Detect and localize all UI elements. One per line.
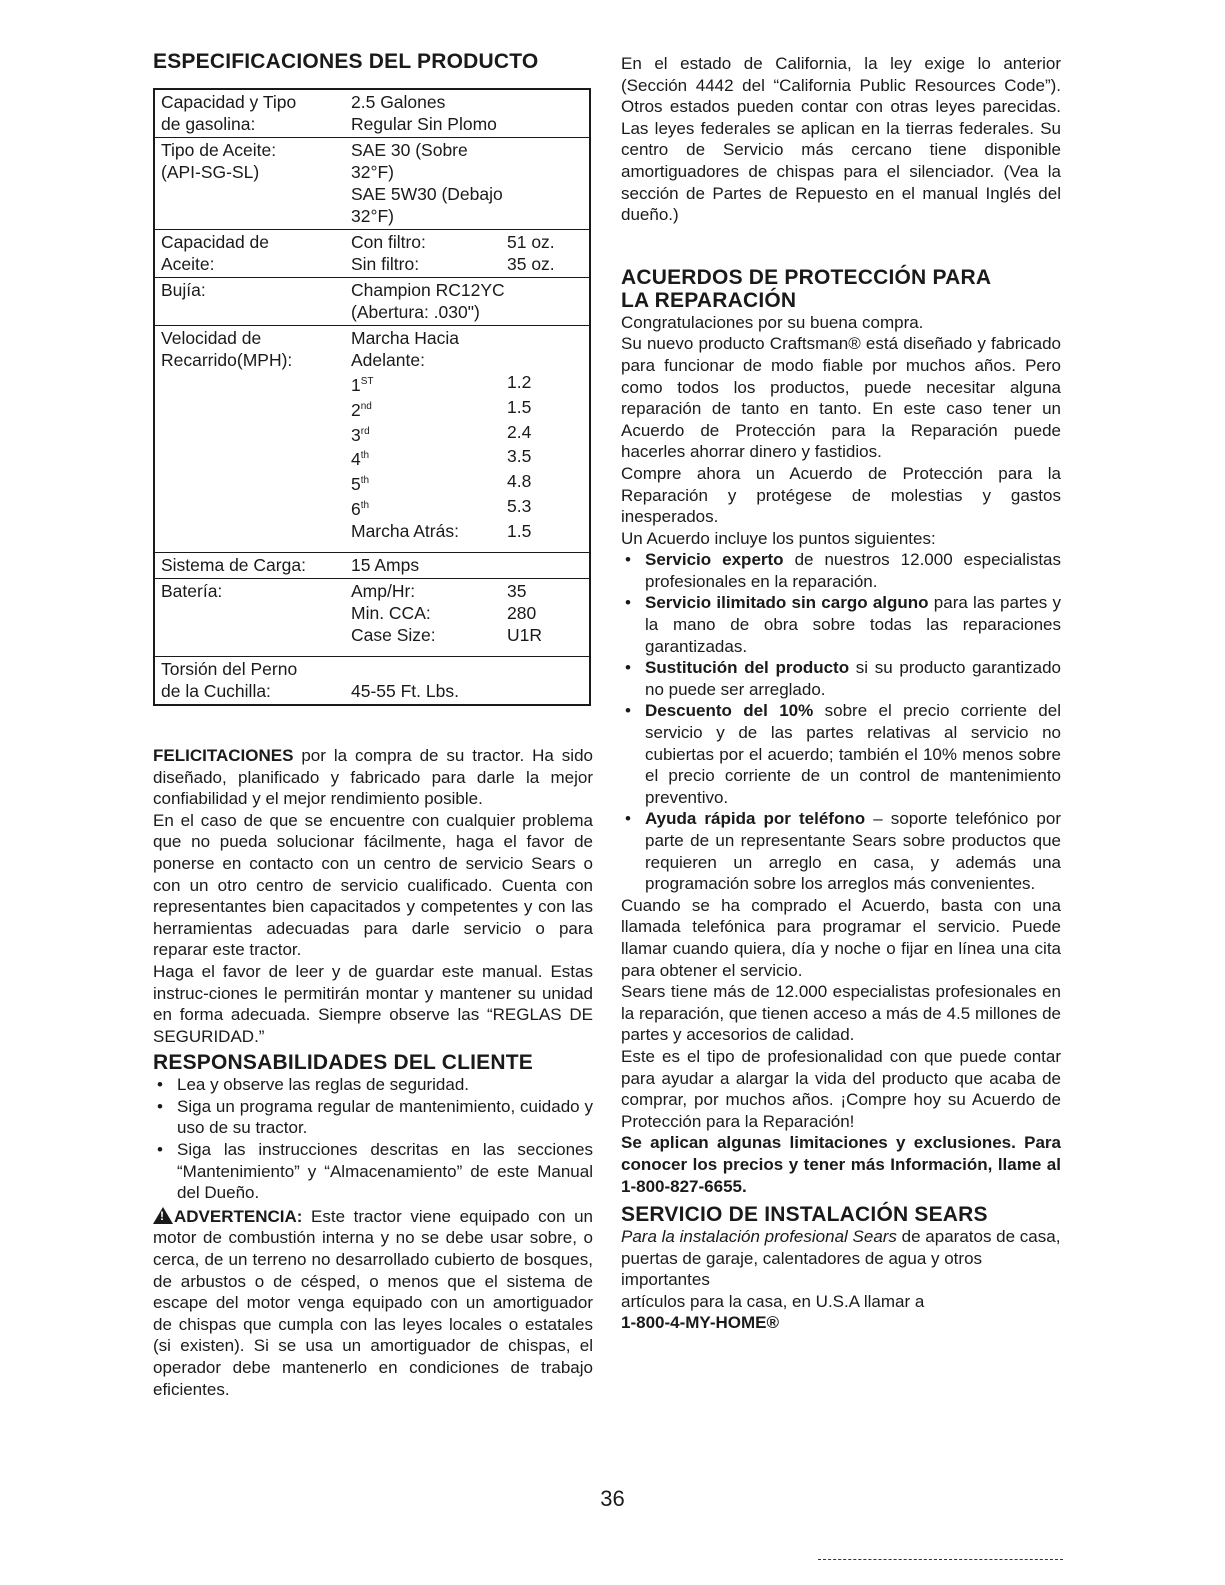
spec-value-text: 5th bbox=[351, 474, 370, 495]
spec-value-number bbox=[507, 279, 569, 301]
spec-value-text: Marcha Hacia Adelante: bbox=[351, 328, 459, 370]
advertencia-paragraph bbox=[153, 1206, 593, 1400]
spec-value-line bbox=[351, 253, 569, 275]
list-item bbox=[621, 549, 1061, 592]
spec-value-number bbox=[507, 91, 569, 113]
spec-value-line bbox=[351, 470, 569, 495]
spec-value-line bbox=[351, 371, 569, 396]
instalacion-line-2: artículos para la casa, en U.S.A llamar a bbox=[621, 1291, 925, 1311]
spec-value-text: 6th bbox=[351, 498, 370, 519]
spec-row bbox=[155, 578, 589, 656]
spec-value-text: 1ST bbox=[351, 374, 374, 395]
spec-value-text: Champion RC12YC bbox=[351, 280, 505, 300]
spec-label-line: Bujía: bbox=[161, 280, 206, 300]
spec-row bbox=[155, 137, 589, 229]
spec-value-number bbox=[507, 301, 569, 323]
warning-triangle-icon bbox=[153, 1207, 173, 1224]
spec-value-number: 5.3 bbox=[507, 496, 532, 517]
left-column bbox=[153, 50, 593, 1400]
spec-value-number: 280 bbox=[507, 602, 537, 623]
acuerdos-paragraph-2: Su nuevo producto Craftsman® está diseñado y fabricado para funcionar de modo fiable por muchos años. Pero como todos los productos, puede necesitar alguna reparación de tanto en tanto. En este caso tener un Acuerdo de Protección para la Reparación puede hacerles ahorrar dinero y fastidios. bbox=[621, 334, 1061, 462]
acuerdos-paragraph-4: Un Acuerdo incluye los puntos siguientes: bbox=[621, 528, 936, 548]
list-item bbox=[621, 808, 1061, 894]
right-column bbox=[621, 53, 1061, 1334]
spec-row bbox=[155, 552, 589, 578]
spec-value-line bbox=[351, 658, 569, 680]
spec-label-line: Tipo de Aceite: bbox=[161, 140, 277, 160]
spec-value-number bbox=[507, 554, 569, 576]
acuerdos-paragraph-7: Este es el tipo de profesionalidad con que puede contar para ayudar a alargar la vida del producto que acaba de comprar, por muchos años. ¡Compre hoy su Acuerdo de Protección para la Reparación! bbox=[621, 1046, 1061, 1131]
spec-value-text: Case Size: bbox=[351, 624, 436, 645]
spec-value-text: 2.5 Galones bbox=[351, 92, 446, 112]
spec-row bbox=[155, 229, 589, 277]
spec-value bbox=[351, 327, 589, 542]
benefit-text: si su producto garantizado no puede ser arreglado. bbox=[645, 658, 1062, 699]
spec-value-line bbox=[351, 580, 569, 602]
california-paragraph: En el estado de California, la ley exige lo anterior (Sección 4442 del “California Public Resources Code”). Otros estados pueden contar con otras leyes parecidas. Las leyes federales se aplican en la tierras federales. Su centro de Servicio más cercano tiene disponible amortiguadores de chispas para el silenciador. (Vea la sección de Partes de Repuesto en el manual Inglés del dueño.) bbox=[621, 54, 1061, 225]
specs-title: ESPECIFICACIONES DEL PRODUCTO bbox=[153, 50, 539, 73]
spec-value-line bbox=[351, 396, 569, 421]
spec-value bbox=[351, 658, 589, 702]
acuerdos-title-line-2: LA REPARACIÓN bbox=[621, 288, 797, 312]
spec-value-text: SAE 5W30 (Debajo 32°F) bbox=[351, 184, 503, 226]
acuerdos-paragraph-5: Cuando se ha comprado el Acuerdo, basta con una llamada telefónica para programar el servicio. Puede llamar cuando quiera, día y noche o fijar en línea una cita para obtener el servicio. bbox=[621, 895, 1061, 980]
list-item bbox=[621, 657, 1061, 700]
instalacion-italic: Para la instalación profesional Sears bbox=[621, 1227, 897, 1247]
benefit-title: Servicio ilimitado sin cargo alguno bbox=[645, 593, 929, 613]
acuerdos-paragraph-1: Congratulaciones por su buena compra. bbox=[621, 312, 924, 332]
spec-value-line bbox=[351, 301, 569, 323]
spec-value-text: (Abertura: .030") bbox=[351, 302, 480, 322]
spec-value-line bbox=[351, 327, 569, 371]
spec-value-text: Marcha Atrás: bbox=[351, 520, 459, 541]
spec-value-number bbox=[507, 139, 569, 183]
spec-label-line: Torsión del Perno bbox=[161, 658, 298, 679]
advertencia-text: Este tractor viene equipado con un motor de combustión interna y no se debe usar sobre, o cerca, de un terreno no desarrollado cubierto de bosques, de arbustos o de césped, o menos que el sistema de escape del motor venga equipado con un amortiguador de chispas que cumpla con las leyes locales o estatales (si existen). Si se usa un amortiguador de chispas, el operador debe mantenerlo en condiciones de trabajo eficientes. bbox=[153, 1206, 593, 1399]
spec-label bbox=[155, 231, 351, 275]
responsabilidades-list bbox=[153, 1074, 593, 1204]
spec-value-text: Sin filtro: bbox=[351, 254, 420, 274]
spec-label-line: Capacidad y Tipo bbox=[161, 92, 297, 112]
felicitaciones-text: por la compra de su tractor. Ha sido diseñado, planificado y fabricado para darle la mejor confiabilidad y el mejor rendimiento posible. bbox=[153, 745, 593, 809]
spec-value-text: 45-55 Ft. Lbs. bbox=[351, 680, 459, 701]
instalacion-paragraph bbox=[621, 1226, 1061, 1291]
spec-value-text: 3rd bbox=[351, 424, 370, 445]
felicitaciones-paragraph-3: Haga el favor de leer y de guardar este manual. Estas instruc-ciones le permitirán montar y mantener su unidad en forma adecuada. Siempre observe las “REGLAS DE SEGURIDAD.” bbox=[153, 961, 593, 1046]
spec-value-text: Con filtro: bbox=[351, 232, 426, 252]
spec-value-line bbox=[351, 113, 569, 135]
spec-value-line bbox=[351, 520, 569, 542]
spec-label bbox=[155, 554, 351, 576]
spec-label-line: (API-SG-SL) bbox=[161, 162, 260, 182]
page-number: 36 bbox=[600, 1486, 625, 1511]
spec-value bbox=[351, 580, 589, 646]
benefit-text: sobre el precio corriente del servicio y de las partes relativas al servicio no cubiertas por el acuerdo; también el 10% menos sobre el precio corriente de un control de mantenimiento preventivo. bbox=[645, 701, 1061, 807]
spec-label-line: Velocidad de bbox=[161, 328, 262, 348]
spec-value-line bbox=[351, 231, 569, 253]
spec-value-text: Amp/Hr: bbox=[351, 580, 416, 601]
spec-value-number: U1R bbox=[507, 624, 543, 645]
spec-label-line: Sistema de Carga: bbox=[161, 554, 306, 575]
responsabilidades-title: RESPONSABILIDADES DEL CLIENTE bbox=[153, 1051, 533, 1075]
spec-label bbox=[155, 91, 351, 135]
spec-value-line bbox=[351, 624, 569, 646]
spec-value-line bbox=[351, 183, 569, 227]
spec-value-text: SAE 30 (Sobre 32°F) bbox=[351, 140, 468, 182]
list-item bbox=[621, 700, 1061, 808]
instalacion-title: SERVICIO DE INSTALACIÓN SEARS bbox=[621, 1203, 988, 1227]
acuerdos-paragraph-6: Sears tiene más de 12.000 especialistas profesionales en la reparación, que tienen acceso a más de 4.5 millones de partes y accesorios de calidad. bbox=[621, 982, 1061, 1045]
footer-rule bbox=[818, 1559, 1063, 1560]
spec-row bbox=[155, 277, 589, 325]
spec-label-line: Recarrido(MPH): bbox=[161, 350, 293, 370]
spec-value-number: 1.5 bbox=[507, 520, 532, 541]
spec-value-number bbox=[507, 113, 569, 135]
spec-value-text: Min. CCA: bbox=[351, 602, 431, 623]
benefit-text: de nuestros 12.000 especialistas profesionales en la reparación. bbox=[645, 550, 1062, 591]
benefit-title: Descuento del 10% bbox=[645, 701, 814, 721]
benefit-text: – soporte telefónico por parte de un representante Sears sobre productos que requieren un arreglo en casa, y además una programación sobre los arreglos más convenientes. bbox=[645, 809, 1061, 894]
benefit-text: para las partes y la mano de obra sobre todas las reparaciones garantizadas. bbox=[645, 593, 1061, 656]
spec-value-number: 2.4 bbox=[507, 421, 532, 442]
list-item: • Siga las instrucciones descritas en las secciones “Mantenimiento” y “Almacenamiento” de este Manual del Dueño. bbox=[153, 1139, 593, 1204]
felicitaciones-paragraph bbox=[153, 745, 593, 810]
spec-label-line: de la Cuchilla: bbox=[161, 680, 271, 701]
spec-value-number: 1.2 bbox=[507, 372, 532, 392]
felicitaciones-lead: FELICITACIONES bbox=[153, 745, 294, 765]
spec-value-line bbox=[351, 445, 569, 470]
spec-value bbox=[351, 139, 589, 227]
benefit-title: Servicio experto bbox=[645, 550, 784, 570]
spec-value-line bbox=[351, 91, 569, 113]
spec-value-text: 15 Amps bbox=[351, 554, 420, 575]
spec-value-line bbox=[351, 680, 569, 702]
spec-label bbox=[155, 279, 351, 323]
spec-row bbox=[155, 90, 589, 137]
spec-label-line: Aceite: bbox=[161, 254, 215, 274]
spec-value-number: 3.5 bbox=[507, 446, 532, 467]
spec-value bbox=[351, 231, 589, 275]
spec-value-number bbox=[507, 183, 569, 227]
instalacion-text: de aparatos de casa, puertas de garaje, calentadores de agua y otros importantes bbox=[621, 1227, 1061, 1290]
acuerdos-title-line-1: ACUERDOS DE PROTECCIÓN PARA bbox=[621, 265, 992, 289]
spec-value-number bbox=[507, 327, 569, 371]
spec-value-number bbox=[507, 680, 569, 702]
spec-value-line bbox=[351, 495, 569, 520]
spec-value bbox=[351, 91, 589, 135]
spec-label-line: Batería: bbox=[161, 580, 223, 601]
spec-label-line: de gasolina: bbox=[161, 114, 256, 134]
spec-label bbox=[155, 139, 351, 227]
spec-row bbox=[155, 325, 589, 552]
list-item: • Siga un programa regular de mantenimiento, cuidado y uso de su tractor. bbox=[153, 1096, 593, 1139]
spec-value bbox=[351, 554, 589, 576]
spec-label-line: Capacidad de bbox=[161, 232, 269, 252]
spec-value-number: 35 oz. bbox=[507, 254, 555, 274]
spec-label bbox=[155, 580, 351, 646]
spec-value-line bbox=[351, 602, 569, 624]
spec-value-number: 51 oz. bbox=[507, 232, 555, 252]
spec-value-text: Regular Sin Plomo bbox=[351, 114, 497, 134]
list-item: • Lea y observe las reglas de seguridad. bbox=[153, 1074, 593, 1096]
spec-value-line bbox=[351, 421, 569, 446]
felicitaciones-paragraph-2: En el caso de que se encuentre con cualquier problema que no pueda solucionar fácilmente, haga el favor de ponerse en contacto con un centro de servicio Sears o con un otro centro de servicio cualificado. Cuenta con representantes bien capacitados y competentes y con las herramientas adecuadas para darle servicio o para reparar este tractor. bbox=[153, 810, 593, 960]
spec-value-text bbox=[351, 658, 507, 680]
advertencia-label: ADVERTENCIA: bbox=[174, 1206, 303, 1226]
spec-value-number: 4.8 bbox=[507, 471, 532, 492]
spec-value-text: 2nd bbox=[351, 399, 372, 420]
acuerdos-limitations-notice: Se aplican algunas limitaciones y exclusiones. Para conocer los precios y tener más Información, llame al 1-800-827-6655. bbox=[621, 1133, 1061, 1196]
spec-value-number: 1.5 bbox=[507, 396, 532, 417]
benefit-title: Ayuda rápida por teléfono bbox=[645, 809, 866, 829]
acuerdos-title bbox=[621, 266, 1061, 312]
spec-value bbox=[351, 279, 589, 323]
spec-table bbox=[153, 88, 591, 706]
spec-value-line bbox=[351, 279, 569, 301]
spec-value-number: 35 bbox=[507, 580, 527, 601]
spec-label bbox=[155, 327, 351, 542]
spec-value-line bbox=[351, 554, 569, 576]
spec-label bbox=[155, 658, 351, 702]
instalacion-phone: 1-800-4-MY-HOME® bbox=[621, 1313, 780, 1333]
spec-value-number bbox=[507, 658, 569, 680]
spec-value-line bbox=[351, 139, 569, 183]
acuerdos-benefits-list bbox=[621, 549, 1061, 895]
spec-value-text: 4th bbox=[351, 449, 370, 470]
benefit-title: Sustitución del producto bbox=[645, 658, 850, 678]
acuerdos-paragraph-3: Compre ahora un Acuerdo de Protección para la Reparación y protégese de molestias y gastos inesperados. bbox=[621, 463, 1061, 527]
spec-row bbox=[155, 656, 589, 704]
list-item bbox=[621, 592, 1061, 657]
